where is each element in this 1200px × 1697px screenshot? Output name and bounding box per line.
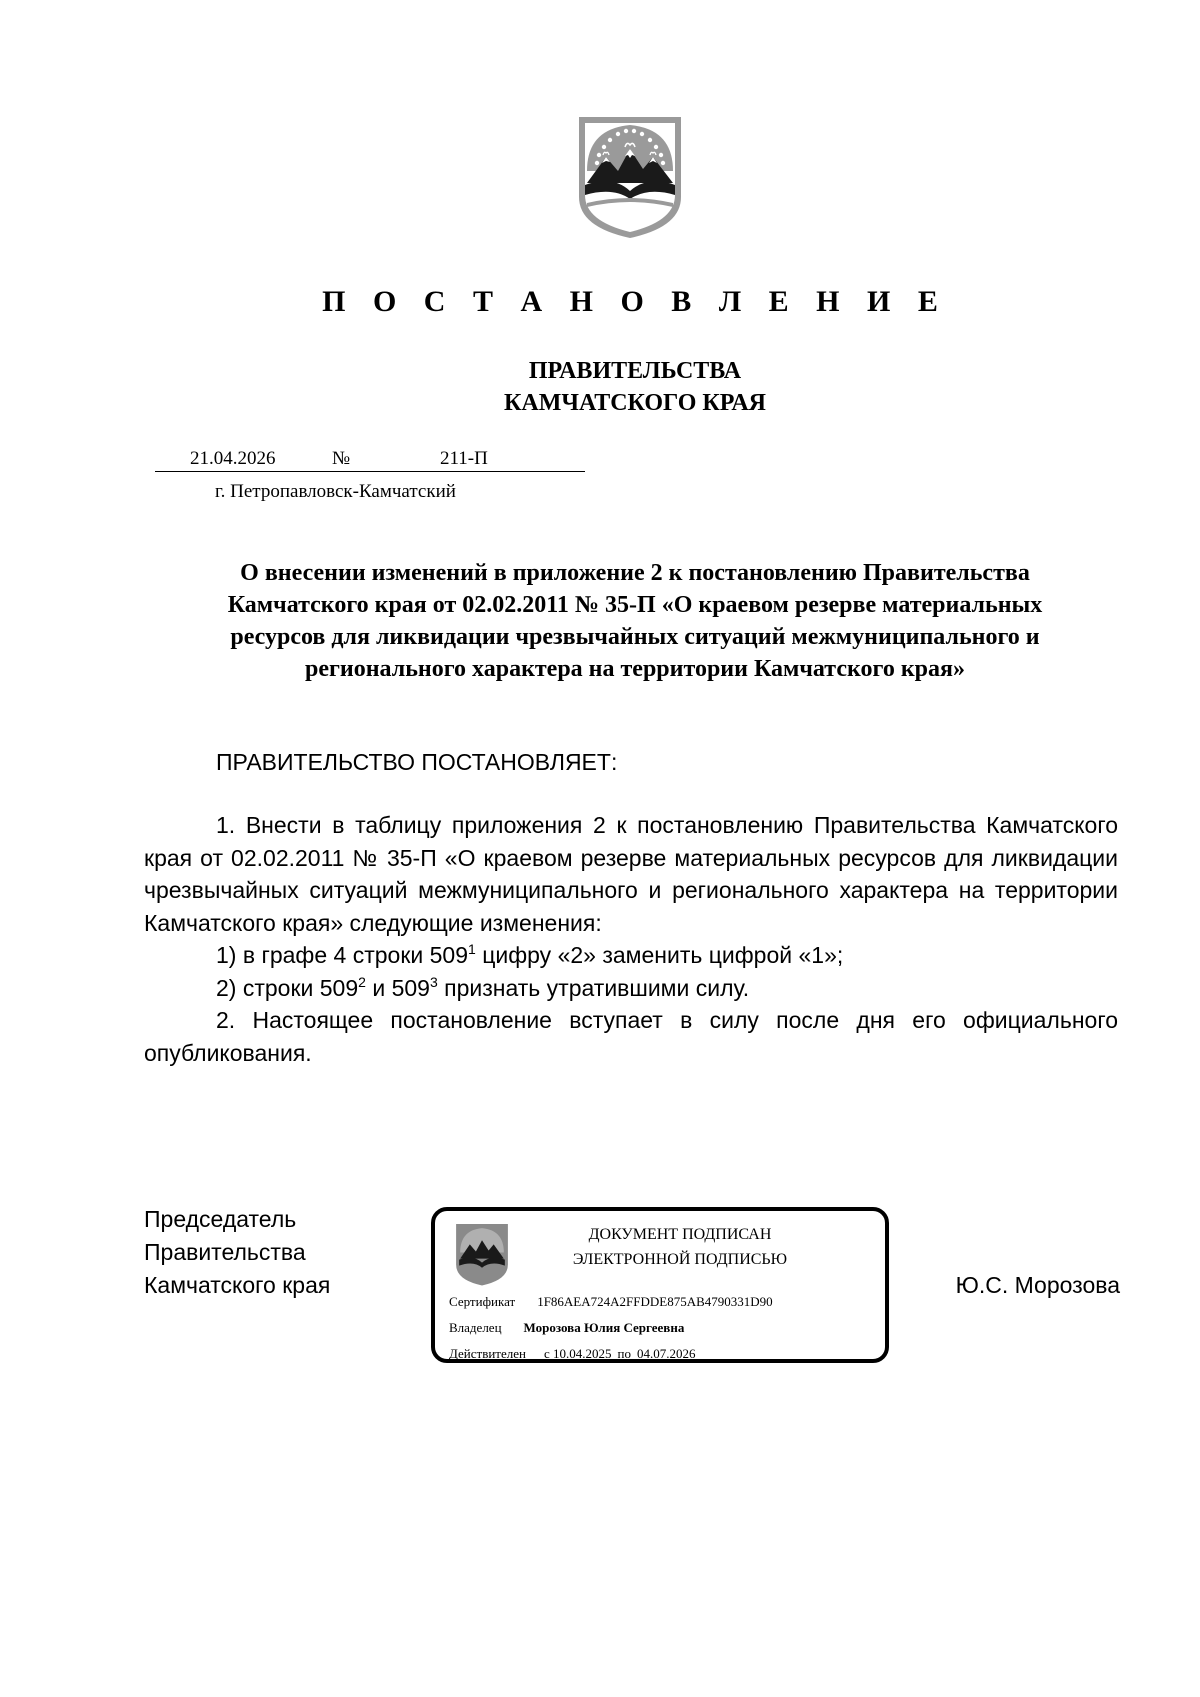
issuer-line-2: КАМЧАТСКОГО КРАЯ <box>503 390 767 416</box>
position-line: Председатель <box>144 1206 297 1232</box>
owner-row <box>449 1319 684 1337</box>
document-date: 21.04.2026 <box>190 448 276 469</box>
title-line: Камчатского края от 02.02.2011 № 35-П «О краевом резерве материальных <box>227 592 1043 618</box>
e-signature-stamp <box>431 1207 889 1363</box>
owner-label: Владелец <box>449 1320 502 1335</box>
certificate-label: Сертификат <box>449 1294 516 1309</box>
valid-from: с 10.04.2025 <box>543 1346 612 1361</box>
issuer-line-1: ПРАВИТЕЛЬСТВА <box>528 358 742 384</box>
title-line: О внесении изменений в приложение 2 к постановлению Правительства <box>240 560 1030 586</box>
document-body <box>144 809 1118 1069</box>
document-title <box>130 557 1140 685</box>
resolves-heading: ПРАВИТЕЛЬСТВО ПОСТАНОВЛЯЕТ: <box>216 749 618 775</box>
position-line: Камчатского края <box>144 1272 331 1298</box>
position-line: Правительства <box>144 1239 306 1265</box>
coat-of-arms-icon <box>573 111 687 241</box>
valid-to-word: по <box>617 1346 631 1361</box>
signatory-name: Ю.С. Морозова <box>955 1272 1120 1298</box>
owner-value: Морозова Юлия Сергеевна <box>523 1320 685 1335</box>
paragraph-1: 1. Внести в таблицу приложения 2 к постановлению Правительства Камчатского края от 02.02.2011 № 35-П «О краевом резерве материальных ресурсов для ликвидации чрезвычайных ситуаций межмуниципального и регионального характера на территории Камчатского края» следующие изменения: <box>144 812 1118 936</box>
stamp-coat-of-arms-icon <box>451 1221 513 1287</box>
paragraph-2: 2. Настоящее постановление вступает в силу после дня его официального опубликования. <box>144 1007 1118 1066</box>
stamp-heading: ДОКУМЕНТ ПОДПИСАН <box>588 1226 772 1243</box>
document-type: П О С Т А Н О В Л Е Н И Е <box>322 285 948 318</box>
list-item-1: 1) в графе 4 строки $509^1$ цифру «2» заменить цифрой «1»; <box>216 941 844 968</box>
title-line: ресурсов для ликвидации чрезвычайных ситуаций межмуниципального и <box>230 624 1040 650</box>
date-number-underline <box>155 471 585 472</box>
validity-label: Действителен <box>449 1346 526 1361</box>
document-number: 211-П <box>440 448 488 469</box>
city-name: г. Петропавловск-Камчатский <box>215 481 456 502</box>
certificate-value: 1F86AEA724A2FFDDE875AB4790331D90 <box>537 1294 773 1309</box>
number-sign: № <box>332 448 351 469</box>
signatory-position <box>144 1203 330 1302</box>
list-item-2: 2) строки $509^2$ и $509^3$ признать утратившими силу. <box>216 973 750 1001</box>
valid-to: 04.07.2026 <box>636 1346 696 1361</box>
stamp-subheading: ЭЛЕКТРОННОЙ ПОДПИСЬЮ <box>572 1251 788 1268</box>
validity-row <box>449 1345 695 1363</box>
certificate-row <box>449 1293 773 1311</box>
title-line: регионального характера на территории Камчатского края» <box>304 656 966 682</box>
